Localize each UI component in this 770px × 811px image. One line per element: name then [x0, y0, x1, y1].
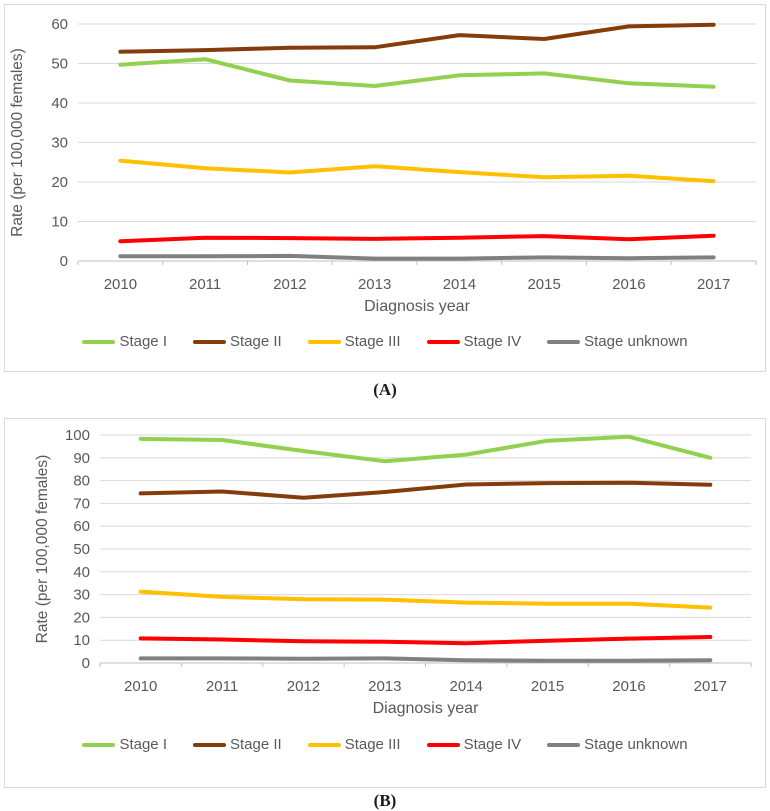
y-tick-label: 10 [73, 632, 90, 650]
legend-label: Stage unknown [584, 333, 688, 350]
x-tick-label: 2011 [188, 276, 222, 293]
legend-swatch [82, 340, 115, 344]
x-tick-label: 2014 [449, 678, 483, 695]
series-line-stage-unknown [141, 658, 711, 660]
legend-label: Stage III [344, 736, 401, 753]
legend-item-stage-i [82, 333, 167, 350]
x-tick-label: 2010 [124, 678, 158, 695]
y-tick-label: 60 [51, 16, 68, 33]
x-tick-label: 2010 [103, 276, 138, 293]
legend-item-stage-i [82, 736, 167, 753]
y-tick-label: 10 [51, 213, 68, 231]
legend-item-stage-ii [193, 736, 282, 753]
x-tick-label: 2011 [205, 678, 239, 695]
legend [5, 736, 765, 753]
legend-item-stage-unknown [547, 333, 687, 350]
x-tick-label: 2015 [527, 276, 561, 293]
y-tick-label: 0 [59, 253, 68, 270]
x-tick-label: 2012 [273, 276, 307, 293]
legend-item-stage-ii [193, 333, 282, 350]
x-axis-title: Diagnosis year [364, 298, 470, 315]
legend-label: Stage III [344, 333, 401, 350]
y-tick-label: 80 [73, 472, 90, 490]
chart-a-canvas [5, 5, 765, 325]
legend-swatch [427, 743, 460, 747]
y-axis-title: Rate (per 100,000 females) [34, 454, 51, 644]
caption-b: (B) [373, 791, 397, 810]
x-tick-label: 2013 [368, 678, 402, 695]
x-tick-label: 2016 [612, 276, 646, 293]
y-tick-label: 0 [81, 655, 90, 672]
y-tick-label: 50 [73, 541, 90, 558]
x-tick-label: 2014 [442, 276, 477, 293]
y-tick-label: 30 [51, 134, 68, 152]
y-tick-label: 70 [73, 495, 90, 513]
y-tick-label: 20 [51, 174, 68, 191]
x-axis-title: Diagnosis year [372, 700, 479, 717]
legend-item-stage-iv [427, 333, 522, 350]
y-tick-label: 50 [51, 55, 68, 73]
panel-a [4, 4, 766, 372]
y-tick-label: 40 [73, 563, 90, 581]
y-tick-label: 30 [73, 586, 90, 604]
panel-b [4, 418, 766, 788]
y-axis-title: Rate (per 100,000 females) [9, 48, 26, 237]
legend-swatch [427, 340, 460, 344]
series-line-stage-ii [120, 25, 713, 52]
y-tick-label: 100 [64, 427, 90, 444]
legend-label: Stage I [119, 333, 167, 350]
legend-swatch [193, 340, 226, 344]
legend-label: Stage unknown [584, 736, 688, 753]
series-line-stage-iii [120, 161, 713, 182]
x-tick-label: 2016 [612, 678, 646, 695]
legend-swatch [308, 340, 341, 344]
caption-a: (A) [373, 380, 397, 399]
chart-b-canvas [5, 419, 765, 729]
legend-label: Stage IV [463, 736, 522, 753]
x-tick-label: 2012 [286, 678, 321, 695]
y-tick-label: 20 [73, 609, 90, 627]
legend-label: Stage II [230, 333, 282, 350]
series-line-stage-unknown [120, 256, 713, 259]
series-line-stage-iv [120, 236, 713, 242]
legend-label: Stage II [230, 736, 282, 753]
legend-swatch [82, 743, 115, 747]
legend-swatch [193, 743, 226, 747]
legend-item-stage-unknown [547, 736, 687, 753]
legend [5, 333, 765, 350]
legend-item-stage-iii [308, 333, 401, 350]
y-tick-label: 60 [73, 518, 90, 536]
legend-swatch [547, 743, 580, 747]
legend-item-stage-iv [427, 736, 522, 753]
x-tick-label: 2017 [696, 276, 731, 293]
legend-swatch [547, 340, 580, 344]
series-line-stage-ii [141, 483, 711, 498]
series-line-stage-iii [141, 592, 711, 608]
x-tick-label: 2013 [357, 276, 392, 293]
legend-label: Stage I [119, 736, 167, 753]
legend-label: Stage IV [463, 333, 522, 350]
y-tick-label: 90 [73, 449, 90, 467]
legend-item-stage-iii [308, 736, 401, 753]
x-tick-label: 2017 [693, 678, 727, 695]
x-tick-label: 2015 [530, 678, 565, 695]
legend-swatch [308, 743, 341, 747]
y-tick-label: 40 [51, 95, 68, 112]
